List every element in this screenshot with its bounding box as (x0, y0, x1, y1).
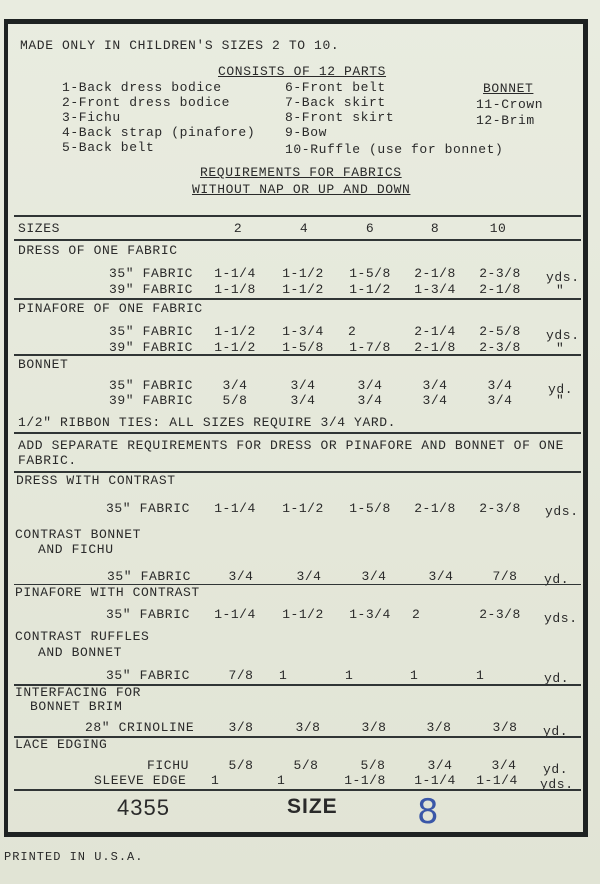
section-label: LACE EDGING (15, 737, 108, 752)
size-col: 6 (365, 221, 375, 236)
add-note-2: FABRIC. (18, 453, 77, 468)
part-10: 10-Ruffle (use for bonnet) (285, 142, 504, 157)
part-1: 1-Back dress bodice (62, 80, 222, 95)
size-value: 8 (417, 792, 439, 832)
part-11: 11-Crown (476, 97, 544, 112)
pattern-envelope-back: MADE ONLY IN CHILDREN'S SIZES 2 TO 10. CONSISTS OF 12 PARTS 1-Back dress bodice 2-Front dress bodice 3-Fichu 4-Back strap (pinafore) 5-Back belt 6-Front belt 7-Back skirt 8-Front skirt 9-Bow 10-Ruffle (use for bonnet) BONNET 11-Crown 12-Brim REQUIREMENTS FOR FABRICS WITHOUT NAP OR UP AND DOWN SIZES 2 4 6 8 10 DRESS OF ONE FABRIC 35" FABRIC 1-1/4 1-1/2 1-5/8 2-1/8 2-3/8 yds. 39" FABRIC 1-1/8 1-1/2 1-1/2 1-3/4 2-1/8 " PINAFORE OF ONE FABRIC 35" FABRIC 1-1/2 1-3/4 2 2-1/4 2-5/8 yds. 39" FABRIC 1-1/2 1-5/8 1-7/8 2-1/8 2-3/8 " BONNET 35" FABRIC 3/4 3/4 3/4 3/4 3/4 yd. 39" FABRIC 5/8 3/4 3/4 3/4 3/4 " 1/2" RIBBON TIES: ALL SIZES REQUIRE 3/4 YARD. ADD SEPARATE REQUIREMENTS FOR DRESS OR PINAFORE AND BONNET OF ONE FABRIC. DRESS WITH CONTRAST 35" FABRIC 1-1/4 1-1/2 1-5/8 2-1/8 2-3/8 yds. CONTRAST BONNET AND FICHU 35" FABRIC 3/4 3/4 3/4 3/4 7/8 yd. PINAFORE WITH CONTRAST 35" FABRIC 1-1/4 1-1/2 1-3/4 2 2-3/8 yds. CONTRAST RUFFLES AND BONNET 35" FABRIC 7/8 1 1 1 1 yd. INTERFACING FOR BONNET BRIM 28" CRINOLINE 3/8 3/8 3/8 3/8 3/8 yd. LACE EDGING FICHU 5/8 5/8 5/8 3/4 3/4 yd. SLEEVE EDGE 1 1 1-1/8 1-1/4 1-1/4 yds. 4355 SIZE 8 PRINTED IN U.S.A. (0, 0, 600, 884)
size-col: 2 (233, 221, 243, 236)
section-label: BONNET (18, 357, 69, 372)
part-12: 12-Brim (476, 113, 535, 128)
part-8: 8-Front skirt (285, 110, 395, 125)
ribbon-note: 1/2" RIBBON TIES: ALL SIZES REQUIRE 3/4 YARD. (18, 415, 397, 430)
part-6: 6-Front belt (285, 80, 386, 95)
sizes-label: SIZES (18, 221, 61, 236)
section-label-2: BONNET BRIM (30, 699, 123, 714)
size-col: 4 (299, 221, 309, 236)
part-7: 7-Back skirt (285, 95, 386, 110)
section-label: CONTRAST RUFFLES (15, 629, 150, 644)
requirements-title: REQUIREMENTS FOR FABRICS (200, 165, 402, 180)
size-label: SIZE (287, 795, 338, 818)
size-col: 8 (430, 221, 440, 236)
section-label: INTERFACING FOR (15, 685, 142, 700)
part-9: 9-Bow (285, 125, 328, 140)
sizes-note: MADE ONLY IN CHILDREN'S SIZES 2 TO 10. (20, 38, 340, 53)
printed-in: PRINTED IN U.S.A. (4, 850, 144, 864)
section-label: CONTRAST BONNET (15, 527, 142, 542)
section-label-2: AND FICHU (38, 542, 114, 557)
part-4: 4-Back strap (pinafore) (62, 125, 256, 140)
pattern-number: 4355 (117, 795, 170, 820)
requirements-subtitle: WITHOUT NAP OR UP AND DOWN (192, 182, 411, 197)
parts-title: CONSISTS OF 12 PARTS (218, 64, 387, 79)
size-col: 10 (489, 221, 507, 236)
part-2: 2-Front dress bodice (62, 95, 231, 110)
section-label-2: AND BONNET (38, 645, 123, 660)
section-label: DRESS WITH CONTRAST (16, 473, 176, 488)
add-note: ADD SEPARATE REQUIREMENTS FOR DRESS OR PINAFORE AND BONNET OF ONE (18, 438, 565, 453)
section-label: PINAFORE OF ONE FABRIC (18, 301, 203, 316)
section-label: PINAFORE WITH CONTRAST (15, 585, 200, 600)
part-5: 5-Back belt (62, 140, 155, 155)
section-label: DRESS OF ONE FABRIC (18, 243, 178, 258)
part-3: 3-Fichu (62, 110, 121, 125)
bonnet-parts-title: BONNET (483, 81, 534, 96)
